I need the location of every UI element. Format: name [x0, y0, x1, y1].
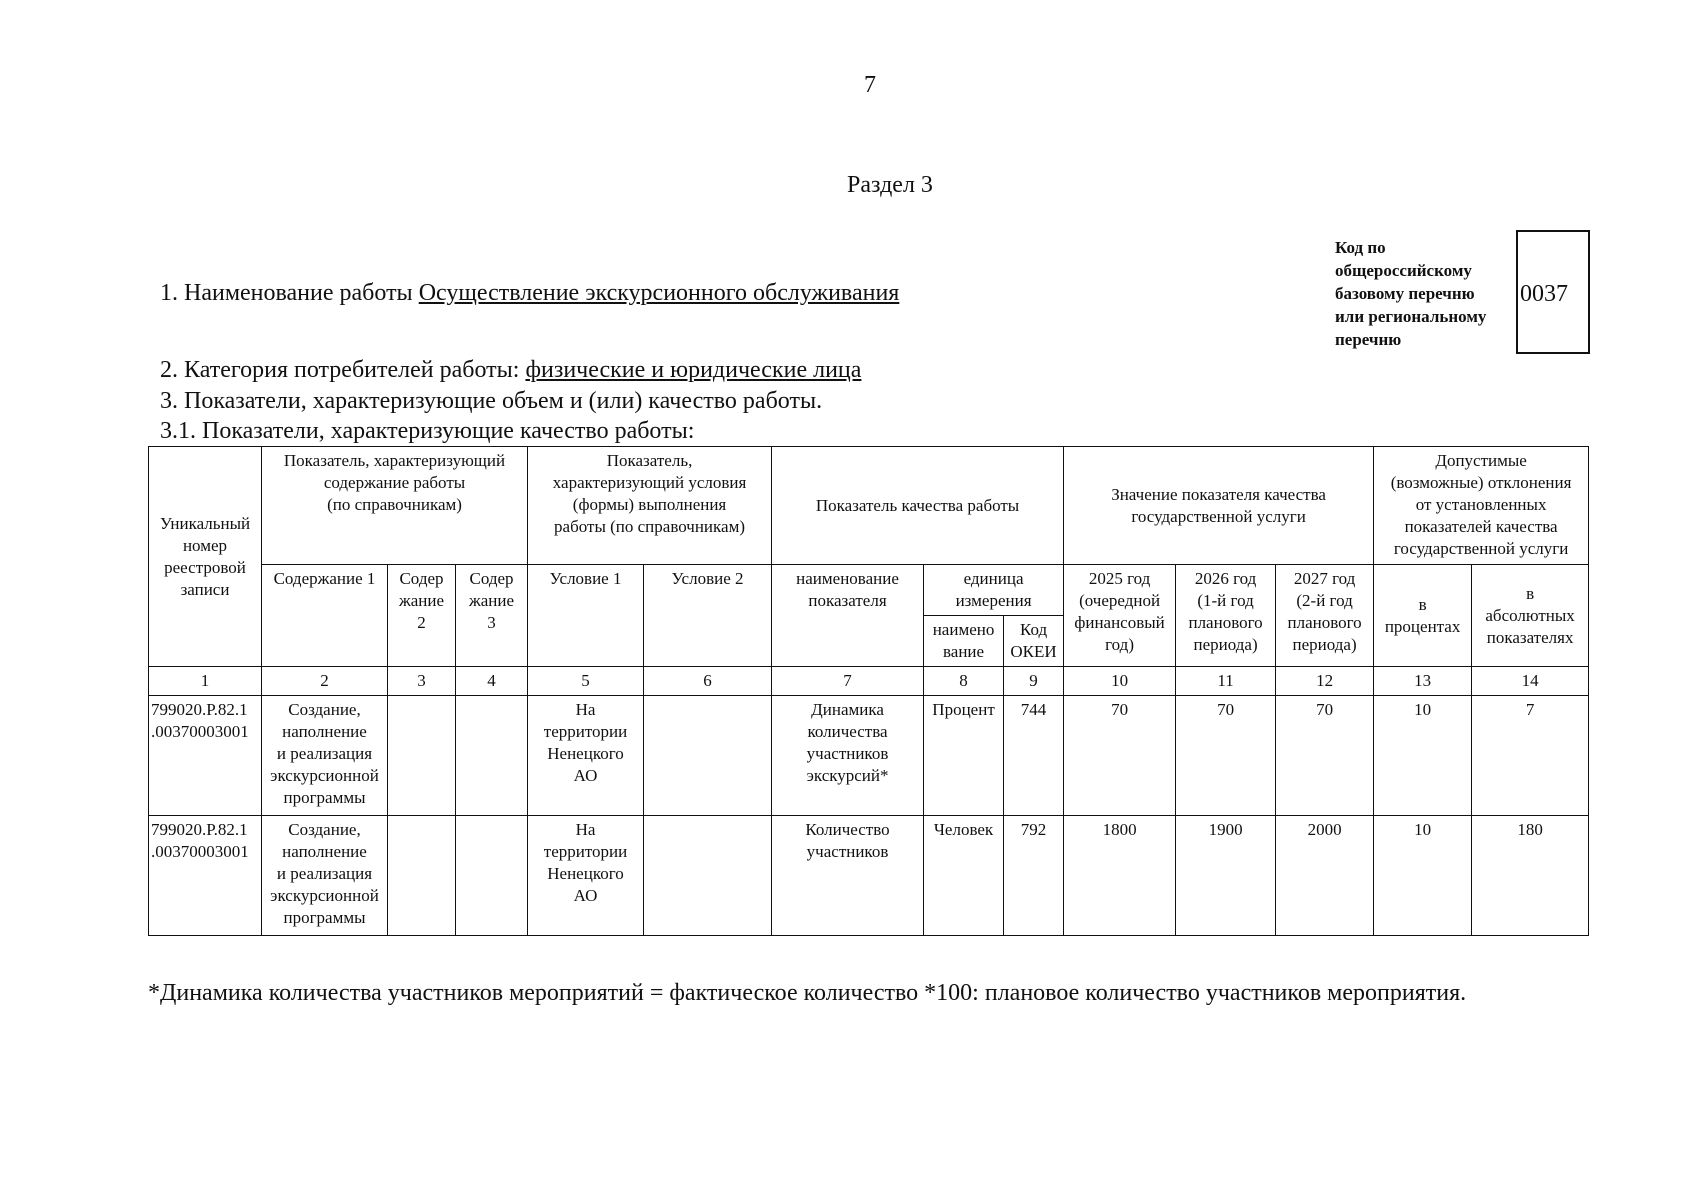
work-name-line	[160, 280, 899, 307]
record-id: 799020.Р.82.1 .00370003001	[149, 816, 262, 936]
content-2	[388, 816, 456, 936]
table-row	[149, 816, 1589, 936]
header-deviation-group: Допустимые (возможные) отклонения от установленных показателей качества государственной услуги	[1374, 447, 1589, 565]
column-number: 5	[528, 667, 644, 696]
header-year-2027: 2027 год (2-й год планового периода)	[1276, 565, 1374, 667]
header-unit-name: наимено вание	[924, 616, 1004, 667]
registry-code-box: 0037	[1516, 230, 1590, 354]
indicator-name: Количество участников	[772, 816, 924, 936]
header-year-2025: 2025 год (очередной финансовый год)	[1064, 565, 1176, 667]
content-2	[388, 696, 456, 816]
condition-2	[644, 816, 772, 936]
column-number: 9	[1004, 667, 1064, 696]
column-number: 10	[1064, 667, 1176, 696]
indicators-heading: 3. Показатели, характеризующие объем и (или) качество работы.	[160, 388, 823, 414]
record-id: 799020.Р.82.1 .00370003001	[149, 696, 262, 816]
value-2026: 1900	[1176, 816, 1276, 936]
content-1: Создание, наполнение и реализация экскурсионной программы	[262, 696, 388, 816]
condition-1: На территории Ненецкого АО	[528, 816, 644, 936]
content-1: Создание, наполнение и реализация экскурсионной программы	[262, 816, 388, 936]
column-number: 12	[1276, 667, 1374, 696]
quality-indicators-table	[148, 446, 1589, 936]
indicator-name: Динамика количества участников экскурсий*	[772, 696, 924, 816]
header-content-group: Показатель, характеризующий содержание работы (по справочникам)	[262, 447, 528, 565]
footnote: *Динамика количества участников мероприятий = фактическое количество *100: плановое количество участников мероприятия.	[148, 980, 1467, 1006]
deviation-percent: 10	[1374, 696, 1472, 816]
unit-name: Человек	[924, 816, 1004, 936]
column-number: 14	[1472, 667, 1589, 696]
header-condition-group: Показатель, характеризующий условия (формы) выполнения работы (по справочникам)	[528, 447, 772, 565]
table-row	[149, 696, 1589, 816]
column-number: 8	[924, 667, 1004, 696]
column-number: 4	[456, 667, 528, 696]
page-number: 7	[864, 72, 876, 98]
registry-code-label: Код по общероссийскому базовому перечню или региональному перечню	[1335, 238, 1487, 349]
content-3	[456, 696, 528, 816]
work-name-value: Осуществление экскурсионного обслуживания	[418, 280, 900, 306]
consumer-category-prefix: 2. Категория потребителей работы:	[160, 357, 526, 383]
column-number: 6	[644, 667, 772, 696]
work-name-prefix: 1. Наименование работы	[160, 280, 419, 306]
content-3	[456, 816, 528, 936]
header-unit: единица измерения	[924, 565, 1064, 616]
header-absolute: в абсолютных показателях	[1472, 565, 1589, 667]
header-content-2: Содер жание 2	[388, 565, 456, 667]
unit-name: Процент	[924, 696, 1004, 816]
value-2025: 1800	[1064, 816, 1176, 936]
header-condition-1: Условие 1	[528, 565, 644, 667]
header-year-2026: 2026 год (1-й год планового периода)	[1176, 565, 1276, 667]
value-2025: 70	[1064, 696, 1176, 816]
deviation-absolute: 180	[1472, 816, 1589, 936]
okei-code: 744	[1004, 696, 1064, 816]
table-body	[149, 696, 1589, 936]
consumer-category-value: физические и юридические лица	[525, 357, 862, 383]
header-percent: в процентах	[1374, 565, 1472, 667]
header-indicator-name: наименование показателя	[772, 565, 924, 667]
column-number: 13	[1374, 667, 1472, 696]
header-value-group: Значение показателя качества государственной услуги	[1064, 447, 1374, 565]
okei-code: 792	[1004, 816, 1064, 936]
column-number: 1	[149, 667, 262, 696]
condition-2	[644, 696, 772, 816]
section-title: Раздел 3	[847, 172, 933, 198]
quality-heading: 3.1. Показатели, характеризующие качество работы:	[160, 418, 695, 444]
header-unique-id: Уникальный номер реестровой записи	[149, 447, 262, 667]
header-condition-2: Условие 2	[644, 565, 772, 667]
consumer-category-line	[160, 357, 861, 384]
header-content-3: Содер жание 3	[456, 565, 528, 667]
column-number: 7	[772, 667, 924, 696]
value-2027: 2000	[1276, 816, 1374, 936]
deviation-percent: 10	[1374, 816, 1472, 936]
value-2027: 70	[1276, 696, 1374, 816]
value-2026: 70	[1176, 696, 1276, 816]
column-number: 11	[1176, 667, 1276, 696]
column-number: 3	[388, 667, 456, 696]
header-content-1: Содержание 1	[262, 565, 388, 667]
deviation-absolute: 7	[1472, 696, 1589, 816]
header-quality-group: Показатель качества работы	[772, 447, 1064, 565]
condition-1: На территории Ненецкого АО	[528, 696, 644, 816]
column-number: 2	[262, 667, 388, 696]
column-numbers-row	[149, 667, 1589, 696]
header-okei: Код ОКЕИ	[1004, 616, 1064, 667]
